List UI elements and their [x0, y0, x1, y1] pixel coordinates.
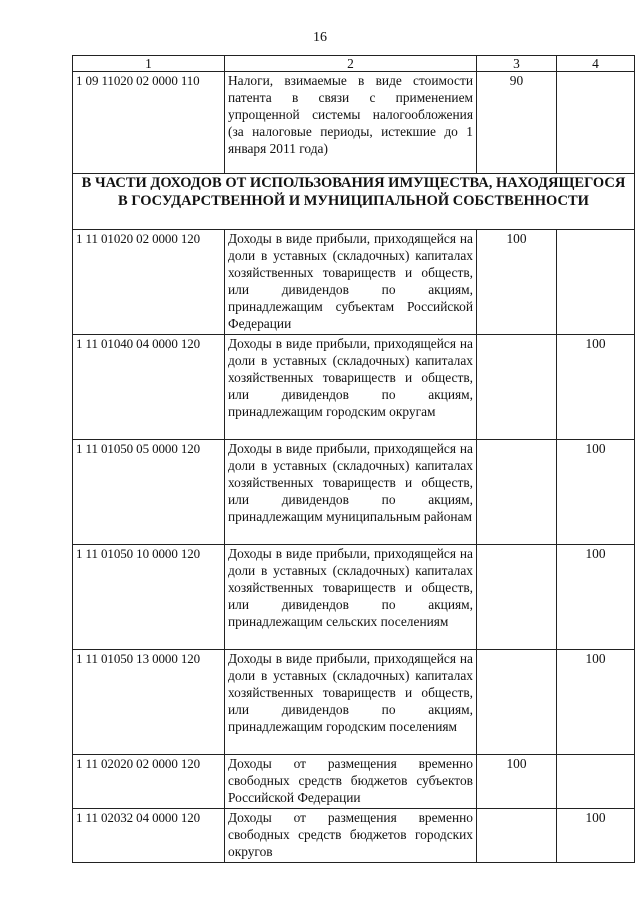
section-heading-row [73, 174, 635, 230]
table-row [73, 809, 635, 863]
section-title: В ЧАСТИ ДОХОДОВ ОТ ИСПОЛЬЗОВАНИЯ ИМУЩЕСТВА, НАХОДЯЩЕГОСЯ В ГОСУДАРСТВЕННОЙ И МУНИЦИПАЛЬНОЙ СОБСТВЕННОСТИ [73, 174, 635, 230]
column-header-3: 3 [477, 56, 557, 72]
row-description: Доходы в виде прибыли, приходящейся на доли в уставных (складочных) капиталах хозяйственных товариществ и обществ, или дивидендов по акциям, принадлежащим субъектам Российской Федерации [225, 230, 477, 335]
row-description: Доходы от размещения временно свободных средств бюджетов городских округов [225, 809, 477, 863]
table-row [73, 440, 635, 545]
row-code: 1 11 01050 05 0000 120 [73, 440, 225, 545]
revenue-table [72, 55, 635, 863]
row-description: Доходы в виде прибыли, приходящейся на доли в уставных (складочных) капиталах хозяйственных товариществ и обществ, или дивидендов по акциям, принадлежащим муниципальным районам [225, 440, 477, 545]
row-description: Налоги, взимаемые в виде стоимости патента в связи с применением упрощенной системы налогообложения (за налоговые периоды, истекшие до 1 января 2011 года) [225, 72, 477, 174]
row-value-col3 [477, 809, 557, 863]
row-description: Доходы от размещения временно свободных средств бюджетов субъектов Российской Федерации [225, 755, 477, 809]
row-value-col3: 100 [477, 755, 557, 809]
row-code: 1 11 01050 13 0000 120 [73, 650, 225, 755]
column-header-1: 1 [73, 56, 225, 72]
row-code: 1 09 11020 02 0000 110 [73, 72, 225, 174]
table-row [73, 650, 635, 755]
table-header-row [73, 56, 635, 72]
row-value-col4: 100 [557, 545, 635, 650]
row-value-col3 [477, 545, 557, 650]
row-value-col3 [477, 440, 557, 545]
row-value-col3: 100 [477, 230, 557, 335]
row-value-col4: 100 [557, 440, 635, 545]
row-code: 1 11 01040 04 0000 120 [73, 335, 225, 440]
row-value-col4 [557, 72, 635, 174]
row-value-col4 [557, 755, 635, 809]
column-header-4: 4 [557, 56, 635, 72]
table-row [73, 335, 635, 440]
row-value-col4 [557, 230, 635, 335]
page-number: 16 [313, 30, 327, 45]
row-code: 1 11 01020 02 0000 120 [73, 230, 225, 335]
row-value-col3 [477, 650, 557, 755]
table-row [73, 72, 635, 174]
row-value-col4: 100 [557, 335, 635, 440]
row-description: Доходы в виде прибыли, приходящейся на доли в уставных (складочных) капиталах хозяйственных товариществ и обществ, или дивидендов по акциям, принадлежащим сельских поселениям [225, 545, 477, 650]
row-code: 1 11 02020 02 0000 120 [73, 755, 225, 809]
row-code: 1 11 02032 04 0000 120 [73, 809, 225, 863]
row-value-col3: 90 [477, 72, 557, 174]
row-description: Доходы в виде прибыли, приходящейся на доли в уставных (складочных) капиталах хозяйственных товариществ и обществ, или дивидендов по акциям, принадлежащим городским округам [225, 335, 477, 440]
row-value-col4: 100 [557, 809, 635, 863]
row-description: Доходы в виде прибыли, приходящейся на доли в уставных (складочных) капиталах хозяйственных товариществ и обществ, или дивидендов по акциям, принадлежащим городским поселениям [225, 650, 477, 755]
row-value-col4: 100 [557, 650, 635, 755]
row-value-col3 [477, 335, 557, 440]
table-row [73, 230, 635, 335]
column-header-2: 2 [225, 56, 477, 72]
table-row [73, 545, 635, 650]
row-code: 1 11 01050 10 0000 120 [73, 545, 225, 650]
table-row [73, 755, 635, 809]
